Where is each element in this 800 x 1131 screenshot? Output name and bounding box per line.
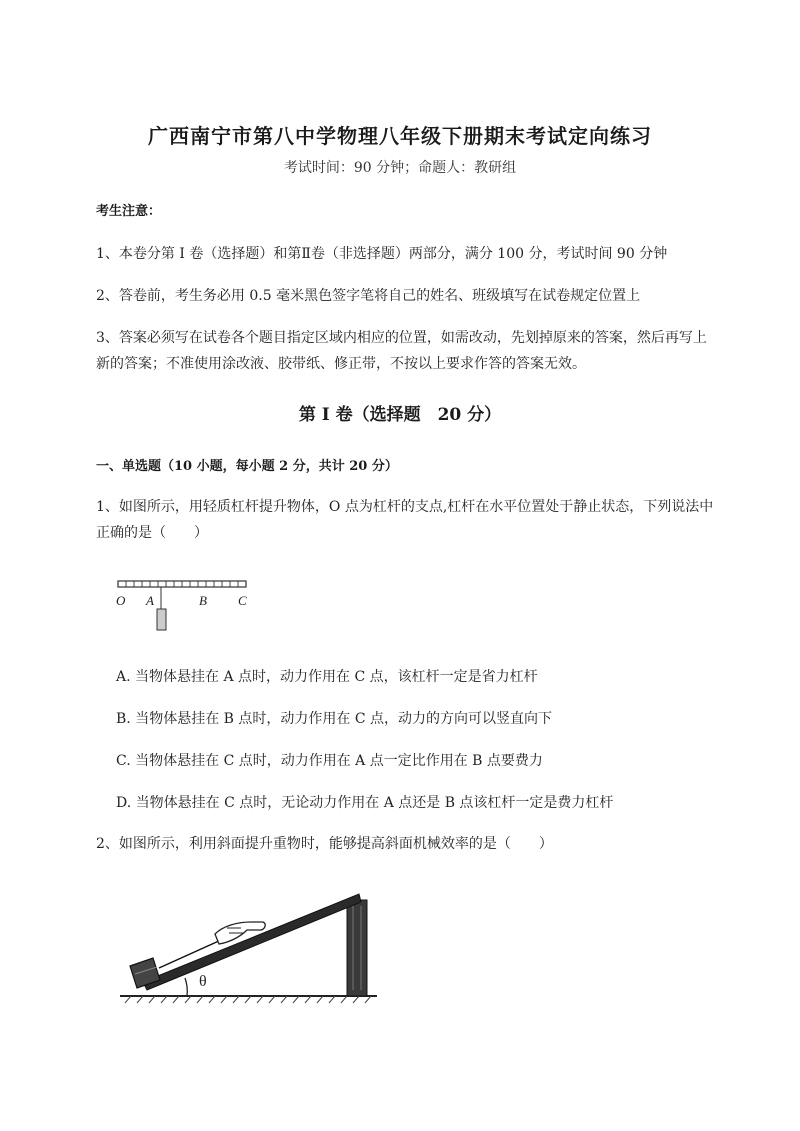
question-type-heading: 一、单选题（10 小题，每小题 2 分，共计 20 分） (96, 459, 398, 474)
question-1-option-c: C. 当物体悬挂在 C 点时，动力作用在 A 点一定比作用在 B 点要费力 (116, 753, 543, 769)
lever-label-o: O (116, 593, 126, 608)
question-1-stem: 1、如图所示，用轻质杠杆提升物体，O 点为杠杆的支点,杠杆在水平位置处于静止状态，下列说法中正确的是（ ） (96, 499, 714, 541)
notice-item-1: 1、本卷分第 I 卷（选择题）和第Ⅱ卷（非选择题）两部分，满分 100 分，考试时间 90 分钟 (96, 246, 668, 262)
lever-figure (113, 576, 253, 636)
question-1-option-b: B. 当物体悬挂在 B 点时，动力作用在 C 点，动力的方向可以竖直向下 (116, 711, 552, 727)
page-title: 广西南宁市第八中学物理八年级下册期末考试定向练习 (148, 124, 652, 148)
incline-angle-label: θ (199, 973, 207, 990)
question-2-stem: 2、如图所示，利用斜面提升重物时，能够提高斜面机械效率的是（ ） (96, 836, 553, 852)
exam-info: 考试时间：90 分钟；命题人：教研组 (283, 160, 517, 176)
notice-item-2: 2、答卷前，考生务必用 0.5 毫米黑色签字笔将自己的姓名、班级填写在试卷规定位置上 (96, 288, 641, 304)
notice-item-3: 3、答案必须写在试卷各个题目指定区域内相应的位置，如需改动，先划掉原来的答案，然后再写上新的答案；不准使用涂改液、胶带纸、修正带，不按以上要求作答的答案无效。 (96, 330, 707, 372)
notice-heading: 考生注意： (96, 204, 162, 219)
lever-label-a: A (146, 593, 154, 608)
lever-label-c: C (238, 593, 247, 608)
incline-figure (115, 882, 385, 1012)
question-1-option-d: D. 当物体悬挂在 C 点时，无论动力作用在 A 点还是 B 点该杠杆一定是费力杠杆 (116, 795, 614, 811)
question-1-option-a: A. 当物体悬挂在 A 点时，动力作用在 C 点，该杠杆一定是省力杠杆 (116, 669, 538, 685)
lever-label-b: B (199, 593, 207, 608)
section-title: 第 I 卷（选择题 20 分） (298, 405, 502, 425)
